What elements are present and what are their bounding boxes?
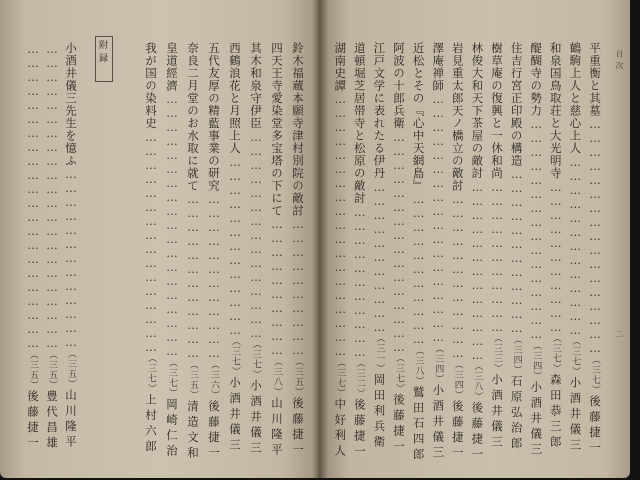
entry-author: 中好利人 [333, 398, 348, 460]
dot-leader: ………………………………………… [144, 129, 158, 354]
entry-page: （三四） [433, 344, 444, 384]
entry-title: 五代友厚の精藍事業の研究 [207, 42, 221, 192]
dot-leader: ……………………………… [186, 192, 200, 360]
toc-entry [270, 42, 283, 462]
dot-leader: …………………………… [372, 179, 387, 334]
entry-title: 住吉行宮正印殿の構造 [509, 42, 524, 167]
page-number: 二 [615, 330, 624, 342]
dot-leader: ………………………………… [470, 179, 485, 362]
dot-leader: ………………………… [270, 217, 284, 357]
dot-leader: ……………………………… [207, 192, 221, 360]
toc-entry [186, 42, 199, 462]
entry-title: 林俊大和天下茶屋の敵討 [470, 42, 485, 180]
entry-author: 後藤捷一 [392, 393, 406, 456]
dot-leader: ……………………………… [450, 192, 465, 360]
entry-author: 後藤捷一 [450, 400, 465, 462]
entry-page: （三三） [492, 333, 502, 374]
entry-author: 山川隆平 [64, 389, 78, 451]
entry-author: 後藤捷一 [291, 397, 305, 459]
entry-page: （三七） [550, 333, 561, 374]
dot-leader: …………………………… [548, 179, 563, 334]
entry-author: 豊代昌雄 [45, 390, 59, 452]
entry-page: （三五） [28, 350, 38, 390]
toc-entry [412, 42, 425, 462]
dot-leader: ………………………………………………………… [45, 42, 59, 350]
entry-page: （三八） [413, 346, 424, 386]
entry-page: （三七） [394, 353, 404, 394]
dot-leader: …………………………… [352, 204, 367, 359]
entry-author: 岡崎仁治 [165, 398, 179, 460]
entry-author: 後藤捷一 [26, 390, 40, 452]
entry-author: 小酒井儀三 [490, 373, 504, 451]
dot-leader: ………………………………… [568, 154, 583, 337]
entry-title: 西鶴浪花と月照上人 [228, 42, 242, 155]
entry-page: （三八） [472, 361, 483, 402]
toc-entry [392, 42, 405, 462]
dot-leader: ………………………………………………… [333, 92, 348, 358]
entry-author: 清造文和 [186, 400, 200, 462]
entry-author: 上村六郎 [144, 393, 158, 456]
entry-title: 醍醐寺の勢力 [529, 42, 544, 117]
toc-entry [451, 42, 464, 462]
entry-title: 樹草庵の復興と一休和尚 [490, 42, 504, 180]
entry-title: 道頓堀芝居帯寺と松原の敵討 [352, 42, 367, 205]
entry-page: （三八） [272, 357, 282, 397]
entry-author: 小酒井儀三 [431, 384, 446, 462]
entry-page: （三五） [66, 349, 76, 389]
entry-page: （三七） [570, 336, 581, 377]
toc-entry [291, 42, 304, 462]
dot-leader: ……………………………………… [249, 129, 263, 340]
entry-author: 岡田利兵衛 [372, 373, 387, 451]
dot-leader: …………………………… [411, 192, 426, 346]
entry-title: 岩見重太郎天ノ橋立の敵討 [450, 42, 465, 192]
entry-page: （三四） [452, 360, 463, 400]
entry-author: 小酒井儀三 [228, 376, 242, 454]
dot-leader: ………………………………………………………… [26, 42, 40, 350]
entry-title: 阿波の十郎兵衛 [392, 42, 406, 130]
toc-entry [26, 42, 39, 462]
toc-entry [510, 42, 523, 462]
toc-entry [333, 42, 346, 462]
toc-entry [207, 42, 220, 462]
entry-author: 小酒井儀三 [529, 381, 544, 459]
entry-title: 皇道經濟 [165, 42, 179, 92]
dot-leader: ………………………………… [64, 167, 78, 349]
entry-title: 其木和泉守伊臣 [249, 42, 263, 130]
entry-title: 鈴木福蔵本願寺津村別院の敵討 [291, 42, 305, 217]
entry-page: （三四） [511, 335, 522, 375]
entry-title: 四天王寺愛染堂多宝塔の下にて [270, 42, 284, 217]
entry-author: 後藤捷一 [588, 395, 602, 457]
toc-entry [144, 42, 157, 462]
entry-author: 石原弘治郎 [509, 375, 524, 453]
entry-author: 後藤捷一 [207, 400, 221, 462]
dot-leader: ………………………………… [228, 154, 242, 337]
entry-title: 我が国の染料史 [144, 42, 158, 130]
toc-entry [228, 42, 241, 462]
toc-entry [490, 42, 503, 462]
toc-entry [568, 42, 581, 462]
toc-entry [45, 42, 58, 462]
dot-leader: …………………………… [490, 179, 504, 334]
dot-leader: …………………………………………… [588, 117, 602, 355]
toc-entry [470, 42, 483, 462]
entry-title: 湖南史譚 [333, 42, 348, 92]
entry-page: （三四） [531, 341, 542, 381]
toc-entry [165, 42, 178, 462]
entry-page: （三五） [188, 360, 198, 400]
toc-entry [353, 42, 366, 462]
entry-page: （三一） [374, 333, 385, 374]
entry-author: 小酒井儀三 [568, 376, 583, 454]
entry-page: （三二） [354, 358, 365, 399]
entry-title: 鶴駒上人と慈心上人 [568, 42, 583, 155]
dot-leader: ………………………………………… [392, 129, 406, 354]
entry-page: （三五） [293, 357, 303, 397]
entry-title: 平重衡と其墓 [588, 42, 602, 117]
running-header: 目次 [615, 50, 624, 73]
toc-entry [372, 42, 385, 462]
entry-page: （三七） [146, 353, 156, 394]
entry-author: 後藤捷一 [470, 401, 485, 464]
entry-title: 小酒井儀三先生を憶ふ [64, 42, 78, 167]
entry-title: 奈良二月堂のお水取に就て [186, 42, 200, 192]
entry-title: 江戸文学に表れたる伊丹 [372, 42, 387, 180]
toc-entry [431, 42, 444, 462]
dot-leader: ………………………… [291, 217, 305, 357]
entry-page: （三五） [47, 350, 57, 390]
toc-entry [529, 42, 542, 462]
entry-page: （三七） [590, 355, 600, 395]
entry-author: 小酒井儀三 [249, 379, 263, 457]
toc-entry [64, 42, 77, 462]
entry-page: （三六） [209, 360, 219, 400]
dot-leader: ……………………………………………… [431, 92, 446, 344]
book-gutter [312, 0, 328, 478]
entry-title: 和泉国鳥取荘と大光明寺 [548, 42, 563, 180]
toc-entry [249, 42, 262, 462]
dot-leader: ……………………………… [509, 167, 524, 335]
dot-leader: ………………………………………… [529, 117, 544, 341]
entry-author: 森田恭三郎 [548, 373, 563, 451]
entry-title: 澤庵禅師 [431, 42, 446, 92]
entry-author: 鷲田石四郎 [411, 386, 426, 464]
toc-entry [549, 42, 562, 462]
entry-page: （三七） [251, 339, 261, 380]
entry-page: （三七） [335, 358, 346, 398]
entry-page: （三七） [167, 358, 177, 398]
entry-page: （三七） [230, 336, 240, 377]
dot-leader: ………………………………………………… [165, 92, 179, 358]
toc-entry [588, 42, 601, 462]
appendix-label: 附録 [97, 40, 107, 66]
entry-title: 近松とその『心中天網島』 [411, 42, 426, 192]
entry-author: 後藤捷一 [352, 398, 367, 461]
entry-author: 山川隆平 [270, 397, 284, 459]
